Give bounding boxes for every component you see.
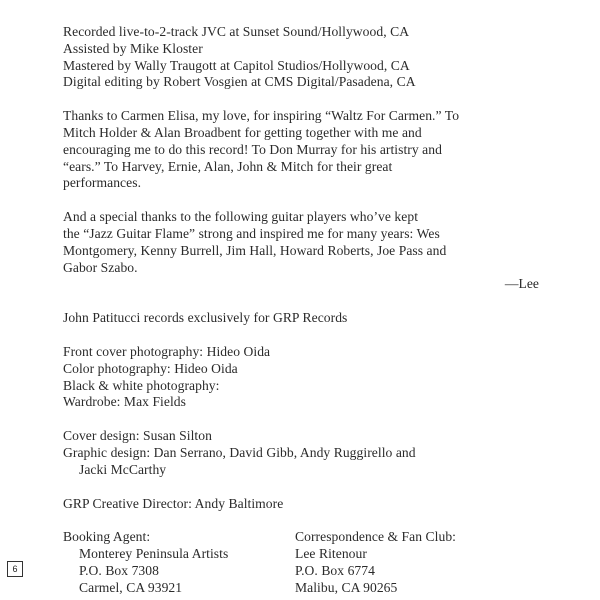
thanks-line: performances.	[63, 175, 142, 191]
graphic-design-line: Graphic design: Dan Serrano, David Gibb, Andy Ruggirello and	[63, 444, 416, 460]
fan-club-block	[295, 529, 456, 596]
photo-credit-line: Black & white photography:	[63, 377, 220, 393]
creative-director-text: GRP Creative Director: Andy Baltimore	[63, 495, 284, 511]
booking-agent-heading: Booking Agent:	[63, 529, 151, 545]
booking-agent-block	[63, 529, 228, 596]
thanks-line: encouraging me to do this record! To Don Murray for his artistry and	[63, 141, 442, 157]
special-thanks-line: Montgomery, Kenny Burrell, Jim Hall, Howard Roberts, Joe Pass and	[63, 242, 447, 258]
special-thanks-line: And a special thanks to the following guitar players who’ve kept	[63, 209, 419, 225]
creative-director	[63, 496, 539, 513]
credit-line: Recorded live-to-2-track JVC at Sunset Sound/Hollywood, CA	[63, 24, 410, 39]
grp-note-text: John Patitucci records exclusively for GRP Records	[63, 310, 348, 326]
liner-notes-page	[63, 24, 539, 597]
thanks-line: Thanks to Carmen Elisa, my love, for inspiring “Waltz For Carmen.” To	[63, 108, 460, 124]
thanks-line: Mitch Holder & Alan Broadbent for getting together with me and	[63, 124, 422, 140]
special-thanks-line: Gabor Szabo.	[63, 259, 138, 275]
graphic-design-line-continued: Jacki McCarthy	[79, 461, 167, 477]
recording-credits	[63, 24, 539, 91]
thanks-paragraph	[63, 108, 539, 192]
photography-credits	[63, 344, 539, 411]
fan-club-address-line: Malibu, CA 90265	[295, 579, 398, 595]
design-credits	[63, 428, 539, 478]
page-number-box: 6	[7, 561, 23, 577]
booking-address-line: Carmel, CA 93921	[79, 579, 183, 595]
thanks-line: “ears.” To Harvey, Ernie, Alan, John & Mitch for their great	[63, 158, 393, 174]
credit-line: Mastered by Wally Traugott at Capitol Studios/Hollywood, CA	[63, 57, 410, 73]
grp-note	[63, 310, 539, 327]
fan-club-address-line: P.O. Box 6774	[295, 562, 375, 578]
special-thanks-line: the “Jazz Guitar Flame” strong and inspired me for many years: Wes	[63, 225, 440, 241]
fan-club-address-line: Lee Ritenour	[295, 546, 367, 562]
photo-credit-line: Wardrobe: Max Fields	[63, 394, 186, 410]
credit-line: Digital editing by Robert Vosgien at CMS Digital/Pasadena, CA	[63, 74, 416, 90]
booking-address-line: Monterey Peninsula Artists	[79, 546, 229, 562]
signature: —Lee	[504, 276, 539, 292]
contacts-section	[63, 529, 539, 597]
credit-line: Assisted by Mike Kloster	[63, 40, 203, 56]
cover-design-line: Cover design: Susan Silton	[63, 428, 212, 444]
photo-credit-line: Front cover photography: Hideo Oida	[63, 343, 271, 359]
fan-club-heading: Correspondence & Fan Club:	[295, 529, 456, 545]
photo-credit-line: Color photography: Hideo Oida	[63, 360, 238, 376]
special-thanks-paragraph	[63, 209, 539, 276]
booking-address-line: P.O. Box 7308	[79, 562, 159, 578]
